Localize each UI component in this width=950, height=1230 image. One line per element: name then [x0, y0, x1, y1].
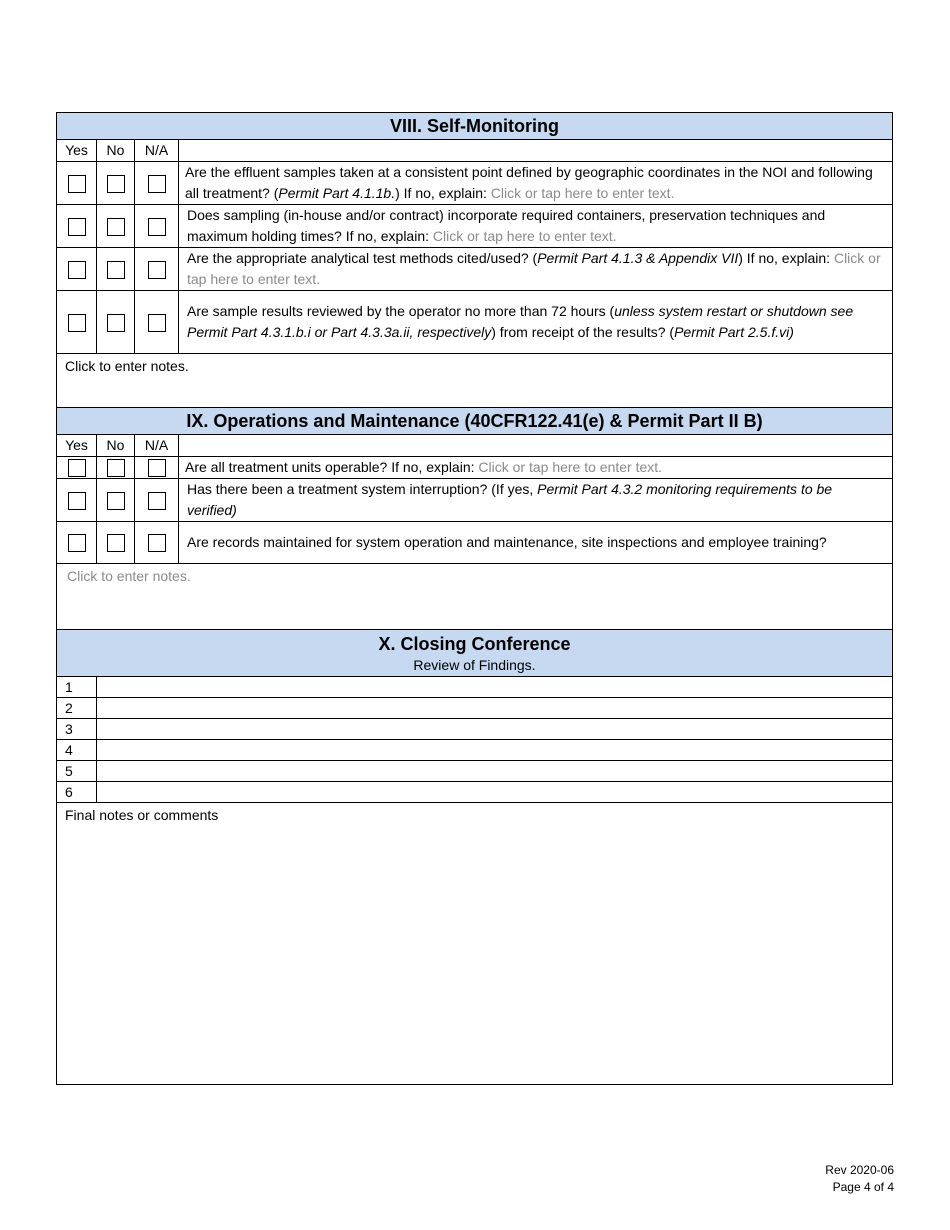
- question-text: Are records maintained for system operation and maintenance, site inspections and employee training?: [179, 522, 893, 564]
- yes-checkbox[interactable]: [68, 261, 86, 279]
- explain-input[interactable]: Click or tap here to enter text.: [478, 459, 663, 475]
- final-notes-field[interactable]: Final notes or comments: [57, 803, 893, 1085]
- na-checkbox[interactable]: [148, 314, 166, 332]
- section-title: VIII. Self-Monitoring: [57, 113, 893, 140]
- no-checkbox[interactable]: [107, 175, 125, 193]
- na-checkbox[interactable]: [148, 261, 166, 279]
- finding-row: [57, 782, 893, 803]
- col-na: N/A: [135, 435, 179, 457]
- finding-number: 3: [57, 719, 97, 740]
- finding-field[interactable]: [97, 719, 893, 740]
- no-checkbox[interactable]: [107, 534, 125, 552]
- no-checkbox[interactable]: [107, 261, 125, 279]
- question-text: Has there been a treatment system interruption? (If yes, Permit Part 4.3.2 monitoring requirements to be verified): [179, 479, 893, 522]
- notes-row: [57, 564, 893, 630]
- yes-checkbox[interactable]: [68, 534, 86, 552]
- yes-checkbox[interactable]: [68, 175, 86, 193]
- finding-row: [57, 761, 893, 782]
- question-text: Are the appropriate analytical test methods cited/used? (Permit Part 4.1.3 & Appendix VII) If no, explain: Click or tap here to enter text.: [179, 248, 893, 291]
- col-yes: Yes: [57, 140, 97, 162]
- na-checkbox[interactable]: [148, 175, 166, 193]
- no-checkbox[interactable]: [107, 218, 125, 236]
- question-text: Are the effluent samples taken at a consistent point defined by geographic coordinates in the NOI and following all treatment? (Permit Part 4.1.1b.) If no, explain: Click or tap here to enter text.: [179, 162, 893, 205]
- finding-field[interactable]: [97, 761, 893, 782]
- question-row: [57, 479, 893, 522]
- yes-checkbox[interactable]: [68, 218, 86, 236]
- no-checkbox[interactable]: [107, 314, 125, 332]
- finding-number: 2: [57, 698, 97, 719]
- na-checkbox[interactable]: [148, 459, 166, 477]
- question-row: [57, 457, 893, 479]
- column-header-row: [57, 140, 893, 162]
- finding-row: [57, 677, 893, 698]
- col-no: No: [97, 140, 135, 162]
- question-row: [57, 248, 893, 291]
- col-no: No: [97, 435, 135, 457]
- inspection-form-table: [56, 112, 893, 1085]
- notes-field[interactable]: Click to enter notes.: [57, 354, 893, 408]
- na-checkbox[interactable]: [148, 492, 166, 510]
- explain-input[interactable]: Click or tap here to enter text.: [432, 228, 617, 244]
- finding-number: 4: [57, 740, 97, 761]
- finding-row: [57, 698, 893, 719]
- finding-number: 1: [57, 677, 97, 698]
- yes-checkbox[interactable]: [68, 459, 86, 477]
- question-row: [57, 162, 893, 205]
- question-row: [57, 522, 893, 564]
- finding-number: 5: [57, 761, 97, 782]
- finding-row: [57, 719, 893, 740]
- finding-field[interactable]: [97, 677, 893, 698]
- na-checkbox[interactable]: [148, 534, 166, 552]
- page-number: Page 4 of 4: [832, 1180, 894, 1194]
- section-header-closing: [57, 630, 893, 677]
- finding-field[interactable]: [97, 782, 893, 803]
- explain-input[interactable]: Click or tap here to enter text.: [187, 250, 881, 287]
- na-checkbox[interactable]: [148, 218, 166, 236]
- question-text: Are all treatment units operable? If no, explain: Click or tap here to enter text.: [179, 457, 893, 479]
- finding-row: [57, 740, 893, 761]
- question-row: [57, 205, 893, 248]
- finding-number: 6: [57, 782, 97, 803]
- section-subtitle: Review of Findings.: [413, 657, 536, 673]
- section-title: X. Closing Conference: [378, 634, 571, 654]
- question-text: Does sampling (in-house and/or contract) incorporate required containers, preservation techniques and maximum holding times? If no, explain: Click or tap here to enter text.: [179, 205, 893, 248]
- finding-field[interactable]: [97, 740, 893, 761]
- explain-input[interactable]: Click or tap here to enter text.: [490, 185, 675, 201]
- yes-checkbox[interactable]: [68, 314, 86, 332]
- no-checkbox[interactable]: [107, 459, 125, 477]
- column-header-row: [57, 435, 893, 457]
- section-title: IX. Operations and Maintenance (40CFR122.41(e) & Permit Part II B): [57, 408, 893, 435]
- yes-checkbox[interactable]: [68, 492, 86, 510]
- finding-field[interactable]: [97, 698, 893, 719]
- col-yes: Yes: [57, 435, 97, 457]
- notes-field[interactable]: Click to enter notes.: [57, 564, 893, 630]
- question-text: Are sample results reviewed by the operator no more than 72 hours (unless system restart or shutdown see Permit Part 4.3.1.b.i or Part 4.3.3a.ii, respectively) from receipt of the results? (Permit Part 2.5.f.vi): [179, 291, 893, 354]
- col-na: N/A: [135, 140, 179, 162]
- question-row: [57, 291, 893, 354]
- notes-row: [57, 354, 893, 408]
- final-notes-row: [57, 803, 893, 1085]
- page-footer: [825, 1162, 894, 1196]
- revision-label: Rev 2020-06: [825, 1163, 894, 1177]
- no-checkbox[interactable]: [107, 492, 125, 510]
- section-header-self-monitoring: [57, 113, 893, 140]
- section-header-operations: [57, 408, 893, 435]
